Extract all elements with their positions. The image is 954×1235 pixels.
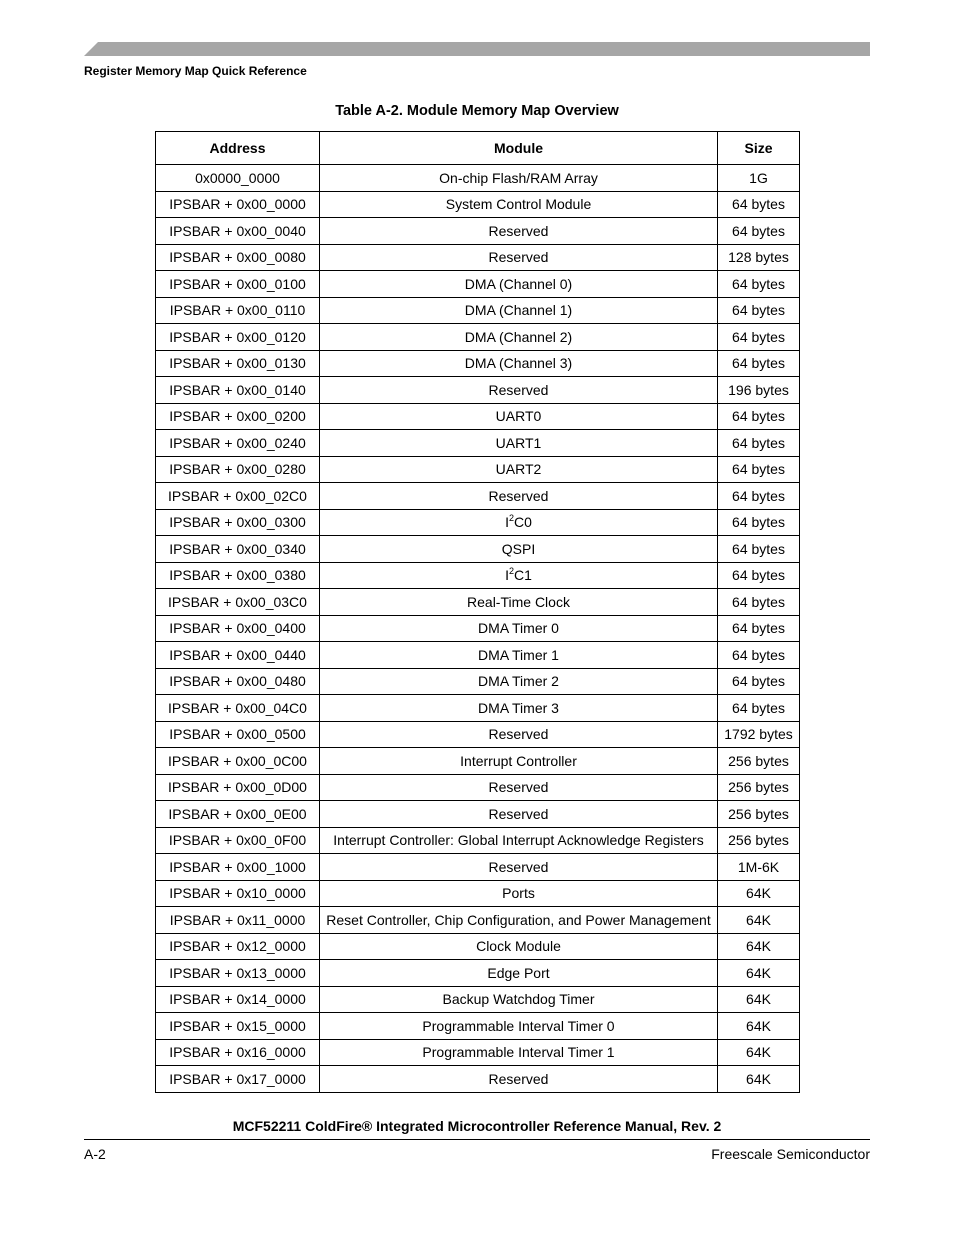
- address-cell: IPSBAR + 0x00_0110: [156, 297, 320, 324]
- address-cell: IPSBAR + 0x00_0500: [156, 721, 320, 748]
- module-name-rest: C0: [514, 514, 532, 531]
- module-cell: Reserved: [320, 244, 718, 271]
- table-row: [156, 1039, 800, 1066]
- module-cell: Reserved: [320, 721, 718, 748]
- table-row: [156, 562, 800, 589]
- address-cell: 0x0000_0000: [156, 165, 320, 192]
- module-cell: Clock Module: [320, 933, 718, 960]
- module-cell: [320, 562, 718, 589]
- address-cell: IPSBAR + 0x00_0000: [156, 191, 320, 218]
- address-cell: IPSBAR + 0x00_0E00: [156, 801, 320, 828]
- address-cell: IPSBAR + 0x00_0340: [156, 536, 320, 563]
- address-cell: IPSBAR + 0x12_0000: [156, 933, 320, 960]
- table-row: [156, 827, 800, 854]
- module-cell: UART2: [320, 456, 718, 483]
- address-cell: IPSBAR + 0x11_0000: [156, 907, 320, 934]
- module-cell: DMA (Channel 0): [320, 271, 718, 298]
- address-cell: IPSBAR + 0x00_0C00: [156, 748, 320, 775]
- size-cell: 64K: [718, 960, 800, 987]
- address-cell: IPSBAR + 0x00_0D00: [156, 774, 320, 801]
- address-cell: IPSBAR + 0x16_0000: [156, 1039, 320, 1066]
- address-cell: IPSBAR + 0x00_04C0: [156, 695, 320, 722]
- table-row: [156, 986, 800, 1013]
- address-cell: IPSBAR + 0x00_0440: [156, 642, 320, 669]
- memory-map-table: [155, 131, 800, 1093]
- table-row: [156, 509, 800, 536]
- size-cell: 1M-6K: [718, 854, 800, 881]
- size-cell: 64 bytes: [718, 642, 800, 669]
- size-cell: 64 bytes: [718, 218, 800, 245]
- table-row: [156, 695, 800, 722]
- module-cell: UART1: [320, 430, 718, 457]
- table-row: [156, 456, 800, 483]
- address-cell: IPSBAR + 0x00_0080: [156, 244, 320, 271]
- table-row: [156, 642, 800, 669]
- module-cell: Ports: [320, 880, 718, 907]
- table-row: [156, 854, 800, 881]
- address-cell: IPSBAR + 0x17_0000: [156, 1066, 320, 1093]
- address-cell: IPSBAR + 0x00_0100: [156, 271, 320, 298]
- table-row: [156, 191, 800, 218]
- size-cell: 64K: [718, 986, 800, 1013]
- table-row: [156, 1066, 800, 1093]
- address-cell: IPSBAR + 0x10_0000: [156, 880, 320, 907]
- module-cell: On-chip Flash/RAM Array: [320, 165, 718, 192]
- size-cell: 64 bytes: [718, 456, 800, 483]
- table-row: [156, 218, 800, 245]
- table-header-row: [156, 132, 800, 165]
- address-cell: IPSBAR + 0x14_0000: [156, 986, 320, 1013]
- running-header: Register Memory Map Quick Reference: [84, 64, 307, 78]
- table-row: [156, 1013, 800, 1040]
- column-header-address: Address: [156, 132, 320, 165]
- size-cell: 64 bytes: [718, 668, 800, 695]
- size-cell: 64 bytes: [718, 191, 800, 218]
- module-cell: Reset Controller, Chip Configuration, and Power Management: [320, 907, 718, 934]
- table-row: [156, 801, 800, 828]
- address-cell: IPSBAR + 0x00_0480: [156, 668, 320, 695]
- table-row: [156, 960, 800, 987]
- size-cell: 256 bytes: [718, 827, 800, 854]
- size-cell: 64 bytes: [718, 509, 800, 536]
- module-cell: Interrupt Controller: [320, 748, 718, 775]
- address-cell: IPSBAR + 0x00_0300: [156, 509, 320, 536]
- module-cell: Interrupt Controller: Global Interrupt Acknowledge Registers: [320, 827, 718, 854]
- size-cell: 64 bytes: [718, 271, 800, 298]
- address-cell: IPSBAR + 0x00_0120: [156, 324, 320, 351]
- header-bar-graphic: [84, 42, 870, 56]
- address-cell: IPSBAR + 0x00_02C0: [156, 483, 320, 510]
- module-cell: Reserved: [320, 854, 718, 881]
- size-cell: 64K: [718, 1013, 800, 1040]
- size-cell: 64 bytes: [718, 483, 800, 510]
- module-cell: DMA Timer 0: [320, 615, 718, 642]
- address-cell: IPSBAR + 0x15_0000: [156, 1013, 320, 1040]
- size-cell: 64K: [718, 933, 800, 960]
- address-cell: IPSBAR + 0x00_0040: [156, 218, 320, 245]
- module-cell: DMA (Channel 2): [320, 324, 718, 351]
- module-cell: Edge Port: [320, 960, 718, 987]
- table-row: [156, 589, 800, 616]
- size-cell: 64 bytes: [718, 297, 800, 324]
- module-cell: Reserved: [320, 801, 718, 828]
- size-cell: 64 bytes: [718, 403, 800, 430]
- module-name-superscript: 2: [508, 512, 514, 523]
- table-row: [156, 165, 800, 192]
- table-row: [156, 324, 800, 351]
- module-name-base: I: [505, 514, 509, 531]
- address-cell: IPSBAR + 0x00_03C0: [156, 589, 320, 616]
- table-row: [156, 748, 800, 775]
- module-cell: [320, 509, 718, 536]
- size-cell: 64K: [718, 1066, 800, 1093]
- module-cell: UART0: [320, 403, 718, 430]
- module-name-rest: C1: [514, 567, 532, 584]
- table-row: [156, 403, 800, 430]
- company-name: Freescale Semiconductor: [711, 1146, 870, 1162]
- module-cell: Programmable Interval Timer 0: [320, 1013, 718, 1040]
- column-header-size: Size: [718, 132, 800, 165]
- module-name-superscript: 2: [508, 565, 514, 576]
- table-body: [156, 165, 800, 1093]
- table-row: [156, 880, 800, 907]
- size-cell: 64 bytes: [718, 536, 800, 563]
- table-row: [156, 668, 800, 695]
- module-cell: DMA Timer 2: [320, 668, 718, 695]
- size-cell: 64 bytes: [718, 589, 800, 616]
- size-cell: 64K: [718, 1039, 800, 1066]
- module-cell: DMA (Channel 3): [320, 350, 718, 377]
- module-cell: Backup Watchdog Timer: [320, 986, 718, 1013]
- size-cell: 128 bytes: [718, 244, 800, 271]
- table-row: [156, 615, 800, 642]
- manual-title: MCF52211 ColdFire® Integrated Microcontroller Reference Manual, Rev. 2: [232, 1118, 722, 1134]
- module-cell: Reserved: [320, 483, 718, 510]
- module-cell: System Control Module: [320, 191, 718, 218]
- size-cell: 196 bytes: [718, 377, 800, 404]
- size-cell: 1G: [718, 165, 800, 192]
- address-cell: IPSBAR + 0x00_0380: [156, 562, 320, 589]
- address-cell: IPSBAR + 0x00_0F00: [156, 827, 320, 854]
- address-cell: IPSBAR + 0x00_0130: [156, 350, 320, 377]
- size-cell: 64 bytes: [718, 324, 800, 351]
- size-cell: 64 bytes: [718, 350, 800, 377]
- table-row: [156, 907, 800, 934]
- size-cell: 64 bytes: [718, 695, 800, 722]
- page-number: A-2: [84, 1146, 106, 1162]
- column-header-module: Module: [320, 132, 718, 165]
- table-row: [156, 933, 800, 960]
- table-row: [156, 536, 800, 563]
- module-cell: DMA Timer 3: [320, 695, 718, 722]
- address-cell: IPSBAR + 0x00_0140: [156, 377, 320, 404]
- size-cell: 64K: [718, 907, 800, 934]
- module-cell: DMA Timer 1: [320, 642, 718, 669]
- module-cell: Reserved: [320, 1066, 718, 1093]
- table-row: [156, 377, 800, 404]
- table-row: [156, 350, 800, 377]
- module-cell: Real-Time Clock: [320, 589, 718, 616]
- address-cell: IPSBAR + 0x00_1000: [156, 854, 320, 881]
- table-row: [156, 483, 800, 510]
- address-cell: IPSBAR + 0x13_0000: [156, 960, 320, 987]
- size-cell: 64 bytes: [718, 615, 800, 642]
- table-row: [156, 297, 800, 324]
- address-cell: IPSBAR + 0x00_0280: [156, 456, 320, 483]
- table-row: [156, 430, 800, 457]
- module-cell: Reserved: [320, 377, 718, 404]
- size-cell: 64K: [718, 880, 800, 907]
- size-cell: 256 bytes: [718, 774, 800, 801]
- table-row: [156, 244, 800, 271]
- table-row: [156, 721, 800, 748]
- module-cell: Reserved: [320, 774, 718, 801]
- address-cell: IPSBAR + 0x00_0200: [156, 403, 320, 430]
- address-cell: IPSBAR + 0x00_0240: [156, 430, 320, 457]
- address-cell: IPSBAR + 0x00_0400: [156, 615, 320, 642]
- size-cell: 64 bytes: [718, 562, 800, 589]
- table-row: [156, 271, 800, 298]
- size-cell: 256 bytes: [718, 748, 800, 775]
- module-cell: DMA (Channel 1): [320, 297, 718, 324]
- table-row: [156, 774, 800, 801]
- header-bar: [84, 42, 870, 56]
- size-cell: 64 bytes: [718, 430, 800, 457]
- size-cell: 1792 bytes: [718, 721, 800, 748]
- module-cell: Reserved: [320, 218, 718, 245]
- module-name-base: I: [505, 567, 509, 584]
- size-cell: 256 bytes: [718, 801, 800, 828]
- module-cell: Programmable Interval Timer 1: [320, 1039, 718, 1066]
- footer-rule: [84, 1139, 870, 1140]
- module-cell: QSPI: [320, 536, 718, 563]
- table-title: Table A-2. Module Memory Map Overview: [335, 103, 619, 119]
